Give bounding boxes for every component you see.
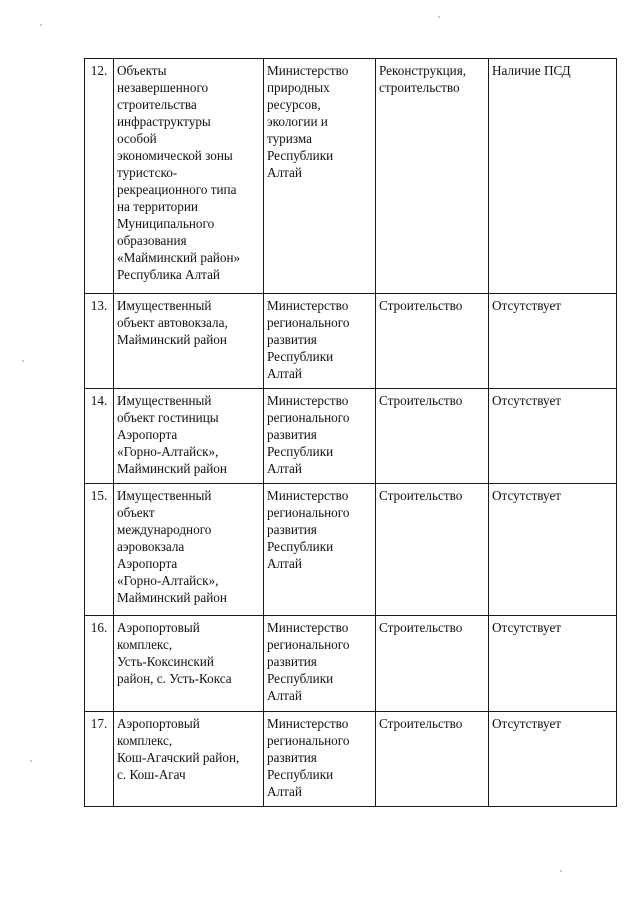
scan-speck (40, 24, 42, 26)
row-number: 17. (85, 712, 114, 807)
ministry-name: Министерство регионального развития Республики Алтай (264, 389, 376, 484)
design-docs-status: Отсутствует (489, 484, 617, 616)
design-docs-status: Отсутствует (489, 389, 617, 484)
table-row (85, 712, 617, 807)
ministry-name: Министерство регионального развития Республики Алтай (264, 484, 376, 616)
object-name: Объекты незавершенного строительства инфраструктуры особой экономической зоны туристско- рекреационного типа на территории Муниципального образования «Майминский район» Республика Алтай (114, 59, 264, 294)
scan-speck (22, 360, 24, 362)
object-name: Аэропортовый комплекс, Усть-Коксинский район, с. Усть-Кокса (114, 616, 264, 712)
design-docs-status: Отсутствует (489, 616, 617, 712)
row-number: 12. (85, 59, 114, 294)
row-number: 16. (85, 616, 114, 712)
scan-speck (438, 16, 440, 18)
design-docs-status: Наличие ПСД (489, 59, 617, 294)
ministry-name: Министерство регионального развития Республики Алтай (264, 712, 376, 807)
table-row (85, 294, 617, 389)
work-type: Строительство (376, 616, 489, 712)
table-row (85, 484, 617, 616)
scan-speck (30, 760, 32, 762)
design-docs-status: Отсутствует (489, 294, 617, 389)
object-name: Имущественный объект международного аэровокзала Аэропорта «Горно-Алтайск», Майминский район (114, 484, 264, 616)
row-number: 13. (85, 294, 114, 389)
object-name: Имущественный объект автовокзала, Майминский район (114, 294, 264, 389)
work-type: Строительство (376, 484, 489, 616)
work-type: Строительство (376, 389, 489, 484)
row-number: 14. (85, 389, 114, 484)
work-type: Реконструкция, строительство (376, 59, 489, 294)
work-type: Строительство (376, 294, 489, 389)
ministry-name: Министерство регионального развития Республики Алтай (264, 616, 376, 712)
table-row (85, 389, 617, 484)
scan-speck (560, 870, 562, 872)
ministry-name: Министерство регионального развития Республики Алтай (264, 294, 376, 389)
objects-table (84, 58, 617, 807)
object-name: Имущественный объект гостиницы Аэропорта «Горно-Алтайск», Майминский район (114, 389, 264, 484)
table-row (85, 59, 617, 294)
work-type: Строительство (376, 712, 489, 807)
ministry-name: Министерство природных ресурсов, экологии и туризма Республики Алтай (264, 59, 376, 294)
object-name: Аэропортовый комплекс, Кош-Агачский район, с. Кош-Агач (114, 712, 264, 807)
design-docs-status: Отсутствует (489, 712, 617, 807)
table-row (85, 616, 617, 712)
row-number: 15. (85, 484, 114, 616)
